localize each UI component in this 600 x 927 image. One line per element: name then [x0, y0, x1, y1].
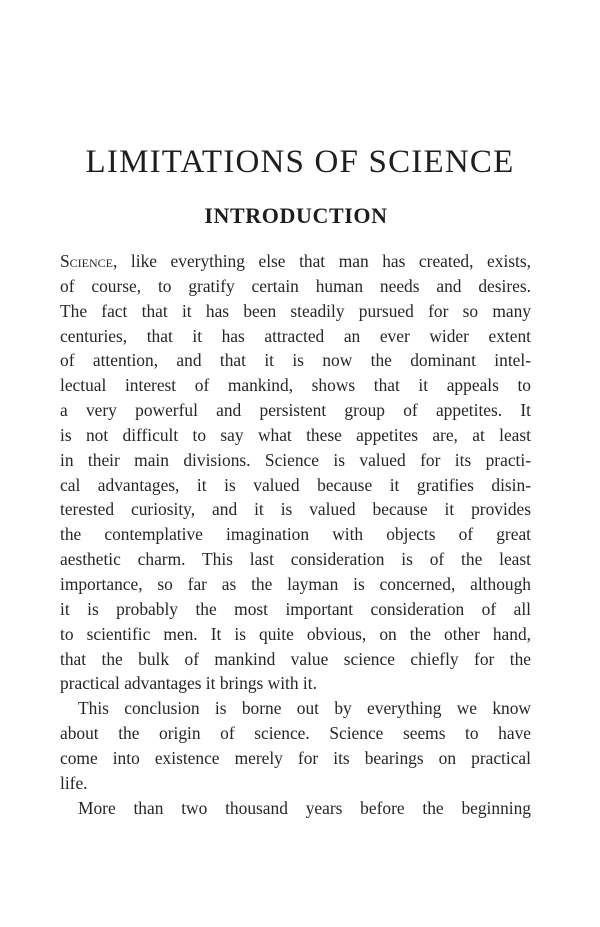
text-line: centuries, that it has attracted an ever wider extent: [60, 325, 531, 346]
text-line: importance, so far as the layman is concerned, although: [60, 573, 531, 594]
text-line: that the bulk of mankind value science chiefly for the: [60, 648, 531, 669]
body-text: [60, 249, 531, 820]
lead-word: Science: [60, 251, 114, 271]
text-line: in their main divisions. Science is valued for its practi-: [60, 449, 531, 470]
text-line-content: , like everything else that man has created, exists,: [113, 251, 531, 271]
text-line: [60, 249, 531, 274]
text-line: The fact that it has been steadily pursued for so many: [60, 300, 531, 321]
text-line: cal advantages, it is valued because it gratifies disin-: [60, 474, 531, 495]
text-line: the contemplative imagination with objects of great: [60, 524, 531, 545]
text-line: This conclusion is borne out by everything we know: [78, 698, 531, 719]
chapter-title: LIMITATIONS OF SCIENCE: [85, 144, 515, 180]
text-line: of course, to gratify certain human needs and desires.: [60, 275, 531, 296]
text-line: of attention, and that it is now the dominant intel-: [60, 350, 531, 371]
text-line: practical advantages it brings with it.: [60, 673, 317, 694]
text-line: More than two thousand years before the beginning: [78, 797, 531, 818]
text-line: lectual interest of mankind, shows that it appeals to: [60, 375, 531, 396]
section-heading: INTRODUCTION: [204, 203, 388, 228]
text-line: come into existence merely for its bearings on practical: [60, 747, 531, 768]
text-line: aesthetic charm. This last consideration is of the least: [60, 549, 531, 570]
text-line: about the origin of science. Science seems to have: [60, 723, 531, 744]
text-line: to scientific men. It is quite obvious, on the other hand,: [60, 623, 531, 644]
text-line: is not difficult to say what these appetites are, at least: [60, 424, 531, 445]
text-line: a very powerful and persistent group of appetites. It: [60, 400, 531, 421]
text-line: it is probably the most important consideration of all: [60, 598, 531, 619]
text-line: life.: [60, 772, 88, 793]
text-line: terested curiosity, and it is valued because it provides: [60, 499, 531, 520]
